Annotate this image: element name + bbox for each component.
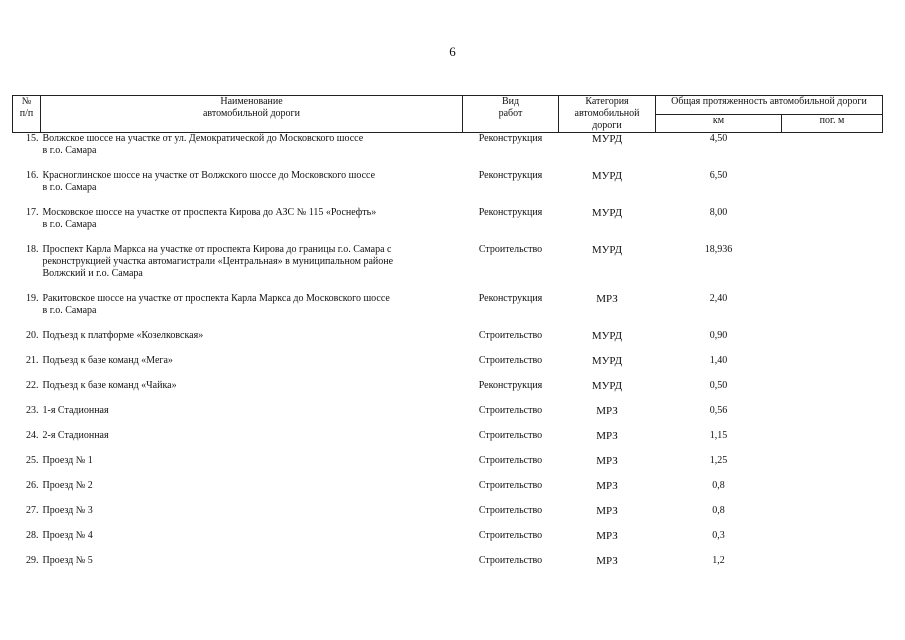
table-row [13, 207, 883, 244]
road-category: МРЗ [596, 430, 618, 442]
length-km: 0,8 [712, 505, 725, 516]
length-km: 0,56 [709, 405, 728, 416]
work-type: Реконструкция [478, 170, 543, 181]
length-m [782, 405, 883, 430]
length-km: 1,25 [709, 455, 728, 466]
table-row [13, 380, 883, 405]
header-name: Наименование автомобильной дороги [41, 96, 463, 133]
table-row [13, 505, 883, 530]
road-category: МРЗ [596, 293, 618, 305]
length-km: 4,50 [709, 133, 728, 144]
row-number: 26. [26, 480, 39, 491]
row-number: 21. [26, 355, 39, 366]
work-type: Строительство [478, 480, 543, 491]
length-m [782, 330, 883, 355]
road-category: МРЗ [596, 455, 618, 467]
header-length: Общая протяженность автомобильной дороги [656, 96, 883, 115]
work-type: Реконструкция [478, 380, 543, 391]
length-m [782, 355, 883, 380]
work-type: Строительство [478, 355, 543, 366]
road-name-line: в г.о. Самара [42, 182, 97, 193]
length-m [782, 555, 883, 580]
road-name [41, 207, 463, 244]
road-name-line: Проезд № 2 [42, 480, 93, 491]
length-km: 0,90 [709, 330, 728, 341]
work-type: Строительство [478, 530, 543, 541]
road-name-line: в г.о. Самара [42, 219, 97, 230]
road-name-line: Проезд № 1 [42, 455, 93, 466]
length-m [782, 293, 883, 330]
road-category: МУРД [591, 170, 623, 182]
table-row [13, 133, 883, 171]
road-category: МРЗ [596, 480, 618, 492]
row-number: 25. [26, 455, 39, 466]
page-number: 6 [449, 44, 456, 59]
row-number: 20. [26, 330, 39, 341]
row-number: 17. [26, 207, 39, 218]
row-number: 18. [26, 244, 39, 255]
length-m [782, 480, 883, 505]
road-name [41, 405, 463, 430]
road-name-line: Проезд № 5 [42, 555, 93, 566]
row-number: 22. [26, 380, 39, 391]
length-km: 2,40 [709, 293, 728, 304]
work-type: Реконструкция [478, 133, 543, 144]
road-name [41, 170, 463, 207]
road-category: МУРД [591, 380, 623, 392]
length-m [782, 244, 883, 293]
length-km: 1,15 [709, 430, 728, 441]
work-type: Строительство [478, 405, 543, 416]
table-body [13, 133, 883, 581]
road-name-line: Ракитовское шоссе на участке от проспекта Карла Маркса до Московского шоссе [42, 293, 390, 304]
road-category: МРЗ [596, 505, 618, 517]
length-m [782, 207, 883, 244]
road-name-line: Московское шоссе на участке от проспекта Кирова до АЗС № 115 «Роснефть» [42, 207, 377, 218]
row-number: 19. [26, 293, 39, 304]
row-number: 15. [26, 133, 39, 144]
length-m [782, 170, 883, 207]
length-m [782, 505, 883, 530]
road-name-line: Проезд № 4 [42, 530, 93, 541]
road-name-line: в г.о. Самара [42, 145, 97, 156]
work-type: Строительство [478, 505, 543, 516]
table-row [13, 455, 883, 480]
road-category: МРЗ [596, 530, 618, 542]
length-m [782, 455, 883, 480]
length-m [782, 530, 883, 555]
road-name [41, 455, 463, 480]
road-name-line: Проспект Карла Маркса на участке от проспекта Кирова до границы г.о. Самара с [42, 244, 392, 255]
road-name-line: Проезд № 3 [42, 505, 93, 516]
road-name-line: Волжский и г.о. Самара [42, 268, 143, 279]
road-name [41, 293, 463, 330]
road-name [41, 480, 463, 505]
length-km: 18,936 [704, 244, 733, 255]
road-name-line: Подъезд к платформе «Козелковская» [42, 330, 204, 341]
road-name-line: Волжское шоссе на участке от ул. Демократической до Московского шоссе [42, 133, 364, 144]
table-row [13, 330, 883, 355]
length-km: 8,00 [709, 207, 728, 218]
road-name-line: Красноглинское шоссе на участке от Волжского шоссе до Московского шоссе [42, 170, 376, 181]
road-name-line: 2-я Стадионная [42, 430, 109, 441]
length-km: 0,8 [712, 480, 725, 491]
road-name [41, 355, 463, 380]
table-row [13, 405, 883, 430]
table-header [13, 96, 883, 133]
road-category: МУРД [591, 244, 623, 256]
road-name [41, 555, 463, 580]
table-row [13, 355, 883, 380]
table-row [13, 170, 883, 207]
road-name-line: реконструкцией участка автомагистрали «Центральная» в муниципальном районе [42, 256, 394, 267]
road-name-line: Подъезд к базе команд «Чайка» [42, 380, 177, 391]
length-m [782, 133, 883, 171]
work-type: Строительство [478, 244, 543, 255]
table-row [13, 555, 883, 580]
header-m: пог. м [782, 114, 883, 133]
road-name-line: в г.о. Самара [42, 305, 97, 316]
work-type: Строительство [478, 330, 543, 341]
header-category: Категория автомобильной дороги [559, 96, 656, 133]
table-row [13, 530, 883, 555]
road-category: МРЗ [596, 405, 618, 417]
road-category: МУРД [591, 133, 623, 145]
road-name [41, 505, 463, 530]
road-category: МУРД [591, 355, 623, 367]
road-name-line: 1-я Стадионная [42, 405, 109, 416]
work-type: Реконструкция [478, 207, 543, 218]
roads-table [12, 95, 883, 580]
road-name [41, 430, 463, 455]
work-type: Строительство [478, 555, 543, 566]
road-name [41, 530, 463, 555]
header-work: Вид работ [463, 96, 559, 133]
length-m [782, 380, 883, 405]
road-category: МУРД [591, 207, 623, 219]
length-m [782, 430, 883, 455]
row-number: 27. [26, 505, 39, 516]
table-row [13, 293, 883, 330]
length-km: 0,3 [712, 530, 725, 541]
table-row [13, 430, 883, 455]
row-number: 24. [26, 430, 39, 441]
road-name [41, 133, 463, 171]
work-type: Строительство [478, 430, 543, 441]
header-num: № п/п [13, 96, 41, 133]
length-km: 1,2 [712, 555, 725, 566]
road-name [41, 244, 463, 293]
work-type: Реконструкция [478, 293, 543, 304]
table-row [13, 244, 883, 293]
row-number: 16. [26, 170, 39, 181]
road-name-line: Подъезд к базе команд «Мега» [42, 355, 173, 366]
row-number: 28. [26, 530, 39, 541]
length-km: 1,40 [709, 355, 728, 366]
road-category: МУРД [591, 330, 623, 342]
length-km: 6,50 [709, 170, 728, 181]
road-category: МРЗ [596, 555, 618, 567]
road-name [41, 330, 463, 355]
table-row [13, 480, 883, 505]
length-km: 0,50 [709, 380, 728, 391]
road-name [41, 380, 463, 405]
header-km: км [656, 114, 782, 133]
row-number: 23. [26, 405, 39, 416]
row-number: 29. [26, 555, 39, 566]
work-type: Строительство [478, 455, 543, 466]
